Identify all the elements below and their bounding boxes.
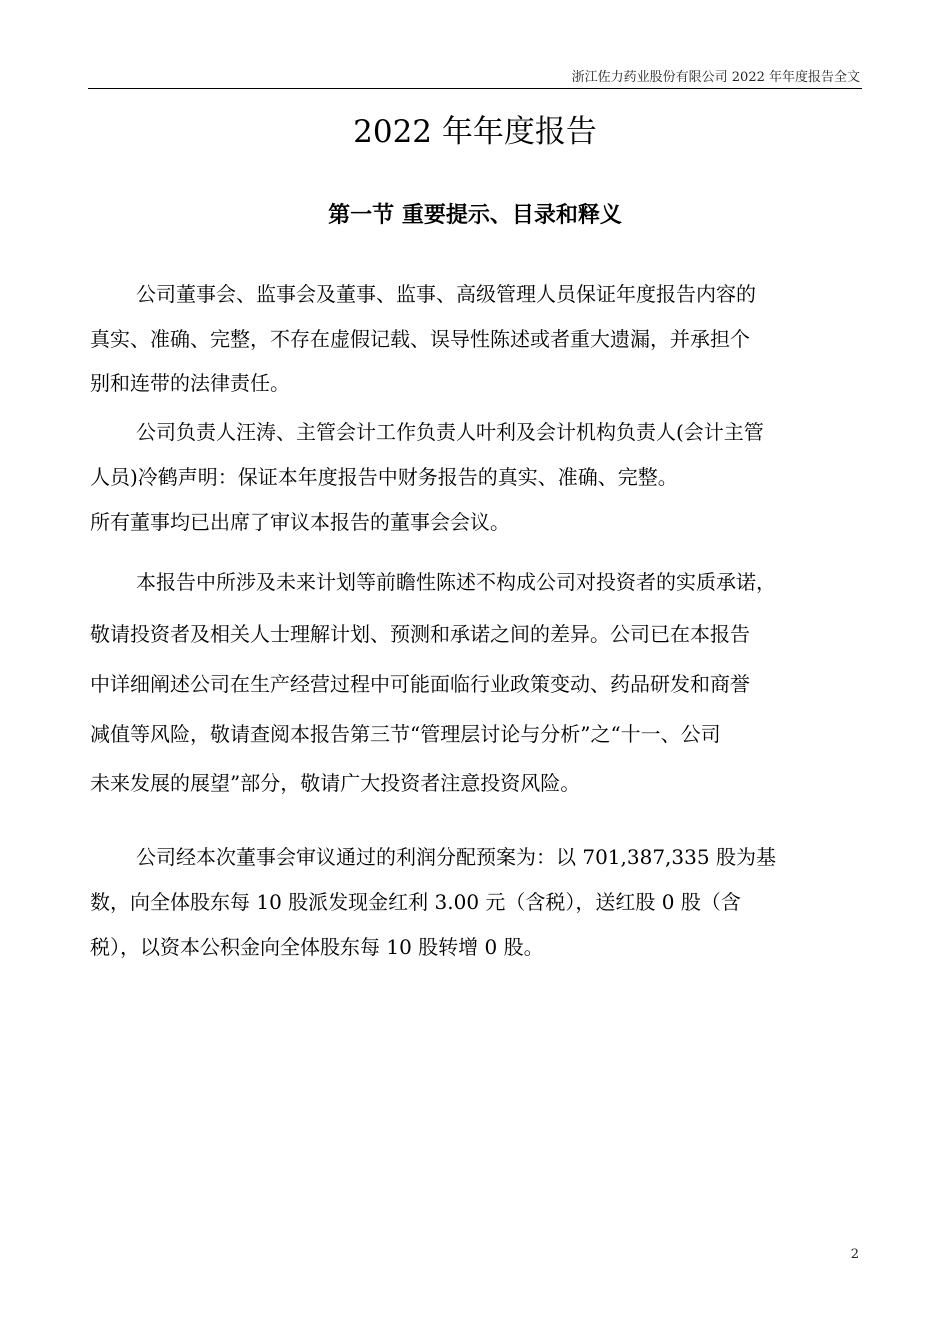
paragraph-line: 人员)冷鹤声明：保证本年度报告中财务报告的真实、准确、完整。 xyxy=(90,465,678,489)
paragraph-line: 所有董事均已出席了审议本报告的董事会会议。 xyxy=(90,510,510,534)
paragraph-line: 敬请投资者及相关人士理解计划、预测和承诺之间的差异。公司已在本报告 xyxy=(90,622,750,646)
paragraph-line: 本报告中所涉及未来计划等前瞻性陈述不构成公司对投资者的实质承诺， xyxy=(136,570,776,594)
paragraph-line: 公司董事会、监事会及董事、监事、高级管理人员保证年度报告内容的 xyxy=(136,282,756,306)
header-divider xyxy=(88,88,862,89)
section-heading: 第一节 重要提示、目录和释义 xyxy=(328,202,622,228)
page-number: 2 xyxy=(850,1247,859,1262)
paragraph-line: 数，向全体股东每 10 股派发现金红利 3.00 元（含税），送红股 0 股（含 xyxy=(90,890,741,914)
paragraph-line: 中详细阐述公司在生产经营过程中可能面临行业政策变动、药品研发和商誉 xyxy=(90,672,750,696)
document-title: 2022 年年度报告 xyxy=(353,114,597,150)
paragraph-line: 公司经本次董事会审议通过的利润分配预案为：以 701,387,335 股为基 xyxy=(136,845,776,869)
paragraph-line: 税），以资本公积金向全体股东每 10 股转增 0 股。 xyxy=(90,935,544,959)
paragraph-line: 别和连带的法律责任。 xyxy=(90,371,290,395)
running-header: 浙江佐力药业股份有限公司 2022 年年度报告全文 xyxy=(571,70,860,85)
paragraph-line: 未来发展的展望”部分，敬请广大投资者注意投资风险。 xyxy=(90,771,581,795)
paragraph-line: 减值等风险，敬请查阅本报告第三节“管理层讨论与分析”之“十一、公司 xyxy=(90,722,721,746)
paragraph-line: 公司负责人汪涛、主管会计工作负责人叶利及会计机构负责人(会计主管 xyxy=(136,420,764,444)
paragraph-line: 真实、准确、完整，不存在虚假记载、误导性陈述或者重大遗漏，并承担个 xyxy=(90,327,750,351)
